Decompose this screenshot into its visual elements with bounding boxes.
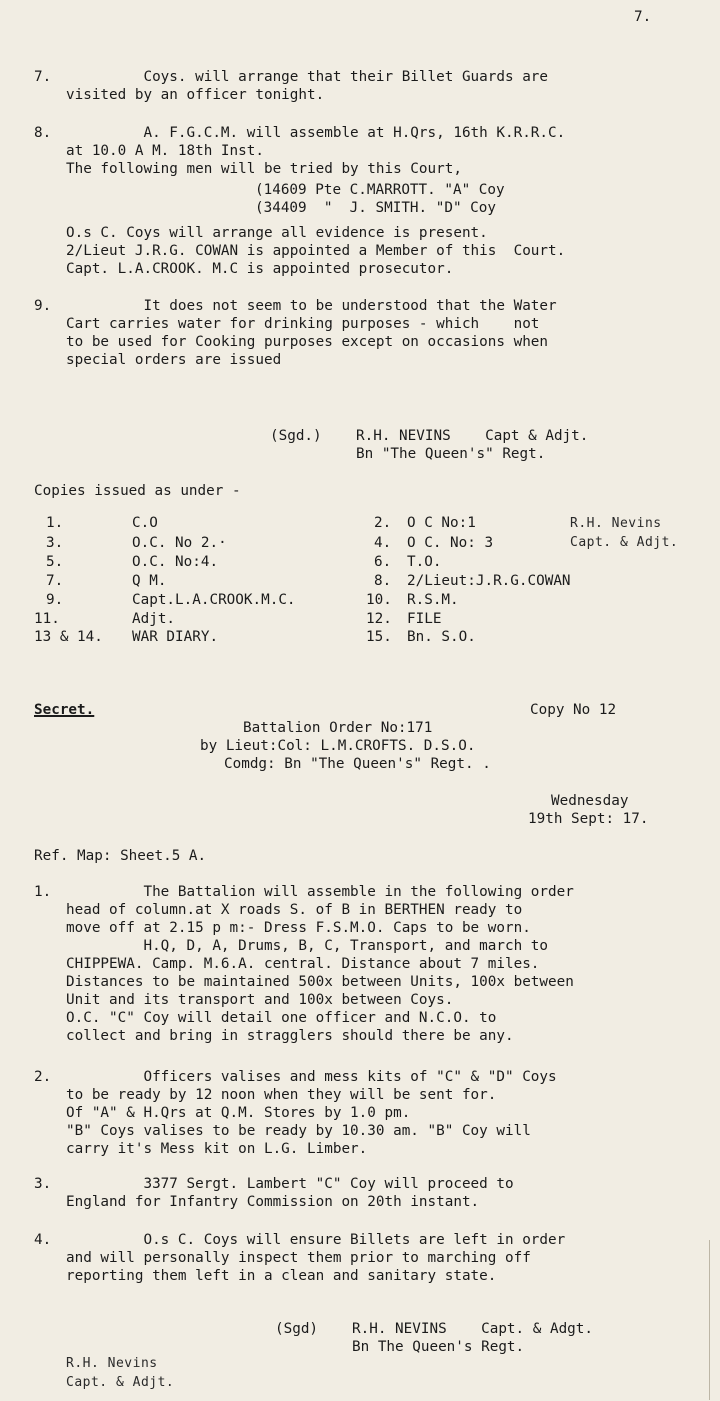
text-line: O.C. "C" Coy will detail one officer and N.C.O. to <box>66 1010 497 1026</box>
sgd-prefix: (Sgd) <box>275 1321 319 1337</box>
text-line: O.s C. Coys will ensure Billets are left in order <box>66 1232 566 1248</box>
item-text <box>66 68 548 104</box>
text-line: Of "A" & H.Qrs at Q.M. Stores by 1.0 pm. <box>66 1105 411 1121</box>
order-title: Battalion Order No:171 <box>243 720 433 736</box>
copy-number: Copy No 12 <box>530 702 617 718</box>
copy-num: 3. <box>46 535 64 551</box>
copy-recipient: FILE <box>407 611 442 627</box>
text-line: CHIPPEWA. Camp. M.6.A. central. Distance about 7 miles. <box>66 956 540 972</box>
item-text <box>66 883 574 1045</box>
secret-label: Secret. <box>34 702 95 718</box>
copy-num: 13 & 14. <box>34 629 103 645</box>
copy-recipient: WAR DIARY. <box>132 629 219 645</box>
text-line: A. F.G.C.M. will assemble at H.Qrs, 16th K.R.R.C. <box>66 125 566 141</box>
item-text <box>66 297 557 369</box>
copy-recipient: O.C. No 2.· <box>132 535 227 551</box>
handwritten-name: R.H. Nevins <box>570 516 662 531</box>
text-line: The Battalion will assemble in the following order <box>66 884 574 900</box>
page-edge-shadow <box>709 1240 720 1400</box>
item-number: 4. <box>34 1232 52 1248</box>
copy-recipient: Q M. <box>132 573 167 589</box>
signature-unit: Bn The Queen's Regt. <box>352 1339 525 1355</box>
text-line: head of column.at X roads S. of B in BERTHEN ready to <box>66 902 523 918</box>
text-line: 3377 Sergt. Lambert "C" Coy will proceed to <box>66 1176 514 1192</box>
text-line: "B" Coys valises to be ready by 10.30 am. "B" Coy will <box>66 1123 531 1139</box>
date-full: 19th Sept: 17. <box>528 811 649 827</box>
copy-recipient: C.O <box>132 515 158 531</box>
item-text <box>66 1068 557 1158</box>
copy-recipient: Capt.L.A.CROOK.M.C. <box>132 592 296 608</box>
copy-recipient: R.S.M. <box>407 592 459 608</box>
item-number: 8. <box>34 125 52 141</box>
text-line: Distances to be maintained 500x between Units, 100x between <box>66 974 574 990</box>
text-line: special orders are issued <box>66 352 282 368</box>
text-line: Unit and its transport and 100x between Coys. <box>66 992 454 1008</box>
ref-map: Ref. Map: Sheet.5 A. <box>34 848 207 864</box>
signature-line: R.H. NEVINS Capt & Adjt. <box>356 428 589 444</box>
text-line: 2/Lieut J.R.G. COWAN is appointed a Member of this Court. <box>66 243 566 259</box>
text-line: and will personally inspect them prior to marching off <box>66 1250 531 1266</box>
text-line: Coys. will arrange that their Billet Guards are <box>66 69 549 85</box>
copy-num: 10. <box>366 592 392 608</box>
page-number: 7. <box>634 9 652 25</box>
copy-num: 6. <box>374 554 392 570</box>
accused-line: (14609 Pte C.MARROTT. "A" Coy <box>255 182 505 198</box>
text-line: Officers valises and mess kits of "C" & "D" Coys <box>66 1069 557 1085</box>
copy-num: 2. <box>374 515 392 531</box>
copy-recipient: 2/Lieut:J.R.G.COWAN <box>407 573 571 589</box>
text-line: collect and bring in stragglers should there be any. <box>66 1028 514 1044</box>
copy-recipient: T.O. <box>407 554 442 570</box>
text-line: Cart carries water for drinking purposes - which not <box>66 316 540 332</box>
item-number: 9. <box>34 298 52 314</box>
text-line: visited by an officer tonight. <box>66 87 325 103</box>
text-line: reporting them left in a clean and sanitary state. <box>66 1268 497 1284</box>
item-text <box>66 124 565 178</box>
text-line: O.s C. Coys will arrange all evidence is present. <box>66 225 488 241</box>
copy-recipient: O.C. No:4. <box>132 554 219 570</box>
handwritten-rank: Capt. & Adjt. <box>570 535 679 550</box>
copy-num: 7. <box>46 573 64 589</box>
text-line: carry it's Mess kit on L.G. Limber. <box>66 1141 368 1157</box>
signature-unit: Bn "The Queen's" Regt. <box>356 446 546 462</box>
item-text <box>66 1175 514 1211</box>
item-text <box>66 1231 565 1285</box>
copy-num: 15. <box>366 629 392 645</box>
copy-recipient: O C. No: 3 <box>407 535 494 551</box>
copy-recipient: Bn. S.O. <box>407 629 476 645</box>
signature-line: R.H. NEVINS Capt. & Adgt. <box>352 1321 594 1337</box>
item-number: 7. <box>34 69 52 85</box>
copy-num: 4. <box>374 535 392 551</box>
copy-num: 5. <box>46 554 64 570</box>
date-day: Wednesday <box>551 793 629 809</box>
text-line: The following men will be tried by this Court, <box>66 161 462 177</box>
copy-recipient: Adjt. <box>132 611 176 627</box>
text-line: H.Q, D, A, Drums, B, C, Transport, and march to <box>66 938 549 954</box>
order-command: Comdg: Bn "The Queen's" Regt. . <box>224 756 491 772</box>
item-text <box>66 224 565 278</box>
text-line: move off at 2.15 p m:- Dress F.S.M.O. Caps to be worn. <box>66 920 531 936</box>
copies-heading: Copies issued as under - <box>34 483 241 499</box>
sgd-prefix: (Sgd.) <box>270 428 322 444</box>
copy-recipient: O C No:1 <box>407 515 476 531</box>
accused-line: (34409 " J. SMITH. "D" Coy <box>255 200 497 216</box>
accused-list <box>255 181 505 217</box>
copy-num: 8. <box>374 573 392 589</box>
text-line: to be used for Cooking purposes except on occasions when <box>66 334 549 350</box>
copy-num: 9. <box>46 592 64 608</box>
item-number: 2. <box>34 1069 52 1085</box>
text-line: Capt. L.A.CROOK. M.C is appointed prosecutor. <box>66 261 454 277</box>
handwritten-name: R.H. Nevins <box>66 1356 158 1371</box>
text-line: to be ready by 12 noon when they will be sent for. <box>66 1087 497 1103</box>
text-line: It does not seem to be understood that the Water <box>66 298 557 314</box>
text-line: at 10.0 A M. 18th Inst. <box>66 143 264 159</box>
handwritten-rank: Capt. & Adjt. <box>66 1375 175 1390</box>
copy-num: 11. <box>34 611 60 627</box>
text-line: England for Infantry Commission on 20th instant. <box>66 1194 480 1210</box>
copy-num: 12. <box>366 611 392 627</box>
item-number: 1. <box>34 884 52 900</box>
order-author: by Lieut:Col: L.M.CROFTS. D.S.O. <box>200 738 476 754</box>
item-number: 3. <box>34 1176 52 1192</box>
copy-num: 1. <box>46 515 64 531</box>
